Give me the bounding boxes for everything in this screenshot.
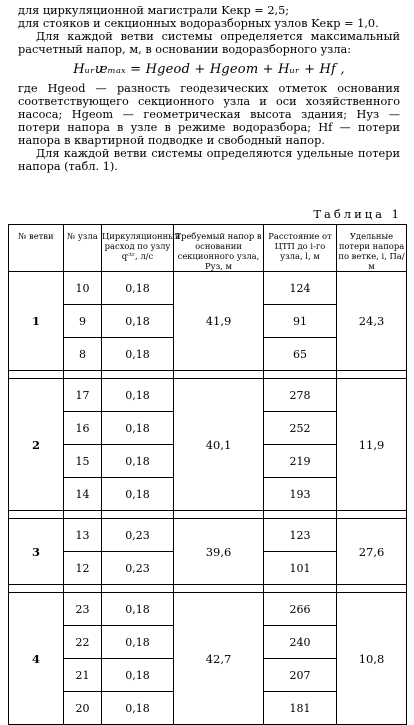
required-head-cell: 41,9 xyxy=(174,272,264,371)
flow-cell: 0,23 xyxy=(102,519,174,552)
required-head-cell: 39,6 xyxy=(174,519,264,585)
table-header-row xyxy=(9,225,407,272)
node-number-cell: 14 xyxy=(64,478,102,511)
flow-cell: 0,18 xyxy=(102,305,174,338)
header-flow: Циркуляционный расход по узлу qᶜᵗʳ, л/с xyxy=(102,225,174,272)
node-number-cell: 10 xyxy=(64,272,102,305)
spacer-cell xyxy=(174,371,264,379)
specific-losses-cell: 24,3 xyxy=(337,272,407,371)
distance-cell: 124 xyxy=(264,272,337,305)
distance-cell: 266 xyxy=(264,593,337,626)
distance-cell: 101 xyxy=(264,552,337,585)
node-number-cell: 9 xyxy=(64,305,102,338)
node-number-cell: 12 xyxy=(64,552,102,585)
spacer-cell xyxy=(337,511,407,519)
spacer-cell xyxy=(102,511,174,519)
specific-losses-cell: 11,9 xyxy=(337,379,407,511)
required-head-cell: 40,1 xyxy=(174,379,264,511)
spacer-cell xyxy=(102,371,174,379)
distance-cell: 240 xyxy=(264,626,337,659)
header-branch: № ветви xyxy=(9,225,64,272)
group-spacer xyxy=(9,511,407,519)
node-number-cell: 13 xyxy=(64,519,102,552)
distance-cell: 181 xyxy=(264,692,337,725)
node-number-cell: 23 xyxy=(64,593,102,626)
group-spacer xyxy=(9,371,407,379)
flow-cell: 0,18 xyxy=(102,626,174,659)
head-formula: Hᵤᵣᵫₘₐₓ = Hgeod + Hgeom + Hᵤᵣ + Hf , xyxy=(73,62,345,77)
flow-cell: 0,18 xyxy=(102,692,174,725)
node-number-cell: 22 xyxy=(64,626,102,659)
paragraph-losses: Для каждой ветви системы определяются удельные потери напора (табл. 1). xyxy=(18,147,400,173)
paragraph-branch-head: Для каждой ветви системы определяется максимальный расчетный напор, м, в основании водоразборного узла: xyxy=(18,30,400,56)
specific-losses-cell: 10,8 xyxy=(337,593,407,725)
node-number-cell: 21 xyxy=(64,659,102,692)
spacer-cell xyxy=(264,511,337,519)
spacer-cell xyxy=(9,511,64,519)
distance-cell: 91 xyxy=(264,305,337,338)
flow-cell: 0,18 xyxy=(102,659,174,692)
paragraph-where: где Hgeod — разность геодезических отметок основания соответствующего секционного узла и оси хозяйственного насоса; Hgeom — геометрическая высота здания; Hуз — потери напора в узле в режиме водоразбора; Hf — потери напора в квартирной подводке и свободный напор. xyxy=(18,82,400,147)
node-number-cell: 15 xyxy=(64,445,102,478)
branch-number-cell: 3 xyxy=(9,519,64,585)
node-number-cell: 20 xyxy=(64,692,102,725)
distance-cell: 219 xyxy=(264,445,337,478)
flow-cell: 0,18 xyxy=(102,412,174,445)
branch-number-cell: 2 xyxy=(9,379,64,511)
spacer-cell xyxy=(64,585,102,593)
spacer-cell xyxy=(337,371,407,379)
spacer-cell xyxy=(337,585,407,593)
table-row xyxy=(9,593,407,626)
spacer-cell xyxy=(264,371,337,379)
spacer-cell xyxy=(102,585,174,593)
table-body xyxy=(9,272,407,725)
distance-cell: 278 xyxy=(264,379,337,412)
branch-number-cell: 4 xyxy=(9,593,64,725)
coefficient-line-1: для циркуляционной магистрали Kекр = 2,5; xyxy=(18,4,290,17)
header-head: Требуемый напор в основании секционного узла, Pуз, м xyxy=(174,225,264,272)
table-row xyxy=(9,379,407,412)
flow-cell: 0,18 xyxy=(102,478,174,511)
spacer-cell xyxy=(64,511,102,519)
table-caption: Таблица 1 xyxy=(313,207,402,221)
distance-cell: 123 xyxy=(264,519,337,552)
header-node: № узла xyxy=(64,225,102,272)
flow-cell: 0,23 xyxy=(102,552,174,585)
node-number-cell: 17 xyxy=(64,379,102,412)
text-block xyxy=(18,4,400,173)
spacer-cell xyxy=(174,585,264,593)
table-row xyxy=(9,272,407,305)
flow-cell: 0,18 xyxy=(102,593,174,626)
spacer-cell xyxy=(64,371,102,379)
flow-cell: 0,18 xyxy=(102,445,174,478)
flow-cell: 0,18 xyxy=(102,379,174,412)
group-spacer xyxy=(9,585,407,593)
specific-losses-cell: 27,6 xyxy=(337,519,407,585)
data-table xyxy=(8,224,407,725)
node-number-cell: 8 xyxy=(64,338,102,371)
spacer-cell xyxy=(9,585,64,593)
distance-cell: 193 xyxy=(264,478,337,511)
spacer-cell xyxy=(264,585,337,593)
flow-cell: 0,18 xyxy=(102,272,174,305)
branch-number-cell: 1 xyxy=(9,272,64,371)
distance-cell: 207 xyxy=(264,659,337,692)
header-losses: Удельные потери напора по ветке, i, Па/м xyxy=(337,225,407,272)
coefficient-line-2: для стояков и секционных водоразборных узлов Kекр = 1,0. xyxy=(18,17,379,30)
spacer-cell xyxy=(174,511,264,519)
distance-cell: 252 xyxy=(264,412,337,445)
header-distance: Расстояние от ЦТП до i-го узла, l, м xyxy=(264,225,337,272)
table-row xyxy=(9,519,407,552)
distance-cell: 65 xyxy=(264,338,337,371)
node-number-cell: 16 xyxy=(64,412,102,445)
flow-cell: 0,18 xyxy=(102,338,174,371)
required-head-cell: 42,7 xyxy=(174,593,264,725)
spacer-cell xyxy=(9,371,64,379)
